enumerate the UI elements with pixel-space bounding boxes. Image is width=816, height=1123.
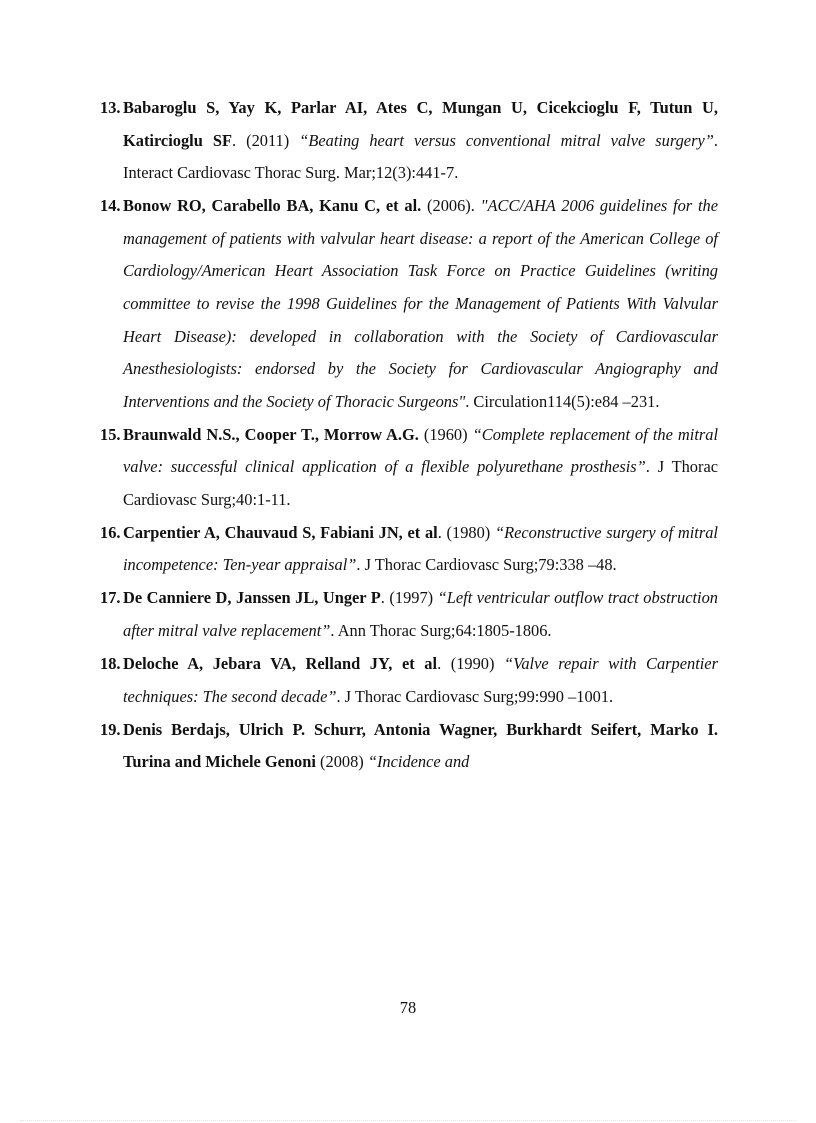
reference-year: . (1990): [437, 654, 495, 674]
reference-year: . (2011): [231, 130, 290, 150]
reference-source: . Interact Cardiovasc Thorac Surg. Mar;12(3):441-7.: [123, 130, 718, 183]
reference-year: . (1997): [380, 588, 434, 608]
reference-title: “Valve repair with Carpentier techniques: The second decade”: [123, 654, 718, 706]
reference-number: 17.: [100, 588, 121, 608]
page-bottom-divider: [20, 1120, 796, 1121]
reference-title: “Incidence and: [367, 752, 470, 772]
reference-list: [100, 92, 718, 779]
reference-17: [100, 582, 718, 647]
reference-title: “Complete replacement of the mitral valve: successful clinical application of a flexible polyurethane prosthesis”: [123, 424, 718, 477]
reference-source: . Ann Thorac Surg;64:1805-1806.: [330, 621, 552, 641]
reference-source: . J Thorac Cardiovasc Surg;40:1-11.: [123, 457, 718, 509]
reference-year: . (1980): [437, 522, 491, 542]
reference-authors: Deloche A, Jebara VA, Relland JY, et al: [123, 654, 438, 674]
reference-authors: De Canniere D, Janssen JL, Unger P: [123, 588, 381, 608]
reference-18: [100, 648, 718, 713]
reference-19: [100, 714, 718, 779]
reference-number: 19.: [100, 719, 121, 739]
reference-number: 16.: [100, 522, 121, 542]
reference-title: "ACC/AHA 2006 guidelines for the management of patients with valvular heart disease: a report of the American College of Cardiology/American Heart Association Task Force on Practice Guidelines (writing committee to revise the 1998 Guidelines for the Management of Patients With Valvular Heart Disease): developed in collaboration with the Society of Cardiovascular Anesthesiologists: endorsed by the Society for Cardiovascular Angiography and Interventions and the Society of Thoracic Surgeons": [123, 196, 718, 411]
reference-source: . J Thorac Cardiovasc Surg;79:338 –48.: [356, 555, 617, 575]
reference-number: 15.: [100, 424, 121, 444]
reference-source: . J Thorac Cardiovasc Surg;99:990 –1001.: [336, 686, 614, 706]
reference-15: [100, 419, 718, 517]
reference-number: 18.: [100, 654, 121, 674]
reference-number: 13.: [100, 98, 121, 117]
reference-number: 14.: [100, 196, 121, 216]
page-number: 78: [399, 998, 417, 1017]
reference-authors: Denis Berdajs, Ulrich P. Schurr, Antonia Wagner, Burkhardt Seifert, Marko I. Turina and Michele Genoni: [123, 719, 718, 772]
reference-title: “Left ventricular outflow tract obstruction after mitral valve replacement”: [123, 588, 718, 641]
reference-year: (2006).: [421, 196, 475, 216]
reference-title: “Beating heart versus conventional mitral valve surgery”: [299, 130, 714, 150]
reference-year: (1960): [418, 424, 468, 444]
reference-year: (2008): [315, 752, 364, 772]
reference-authors: Carpentier A, Chauvaud S, Fabiani JN, et al: [123, 522, 438, 542]
reference-13: [100, 92, 718, 190]
reference-authors: Bonow RO, Carabello BA, Kanu C, et al.: [123, 196, 422, 216]
reference-16: [100, 517, 718, 582]
reference-source: . Circulation114(5):e84 –231.: [465, 391, 660, 411]
reference-14: [100, 190, 718, 418]
reference-authors: Braunwald N.S., Cooper T., Morrow A.G.: [123, 424, 419, 444]
reference-authors: Babaroglu S, Yay K, Parlar AI, Ates C, Mungan U, Cicekcioglu F, Tutun U, Katircioglu SF: [123, 98, 718, 150]
reference-title: “Reconstructive surgery of mitral incompetence: Ten-year appraisal”: [123, 522, 718, 575]
